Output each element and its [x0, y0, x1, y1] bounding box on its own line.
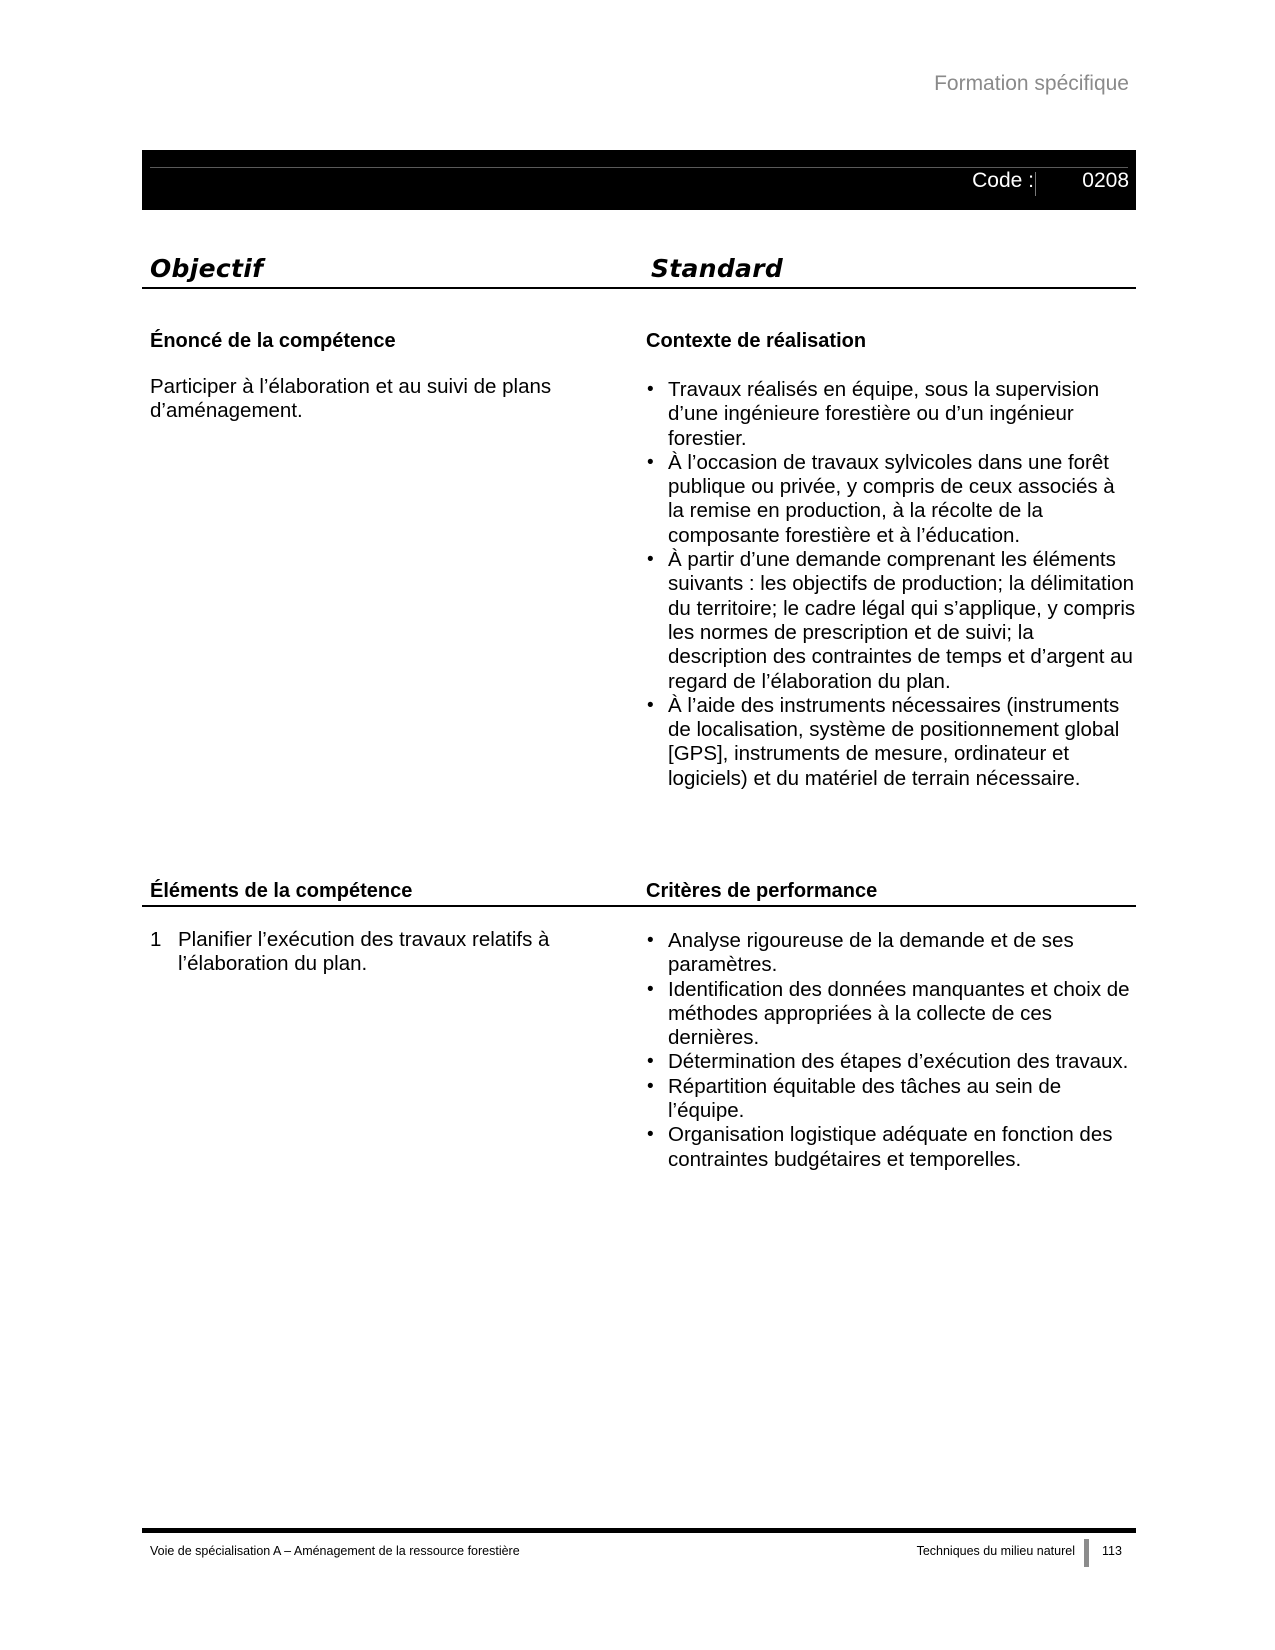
critere-item: • Organisation logistique adéquate en fonction des contraintes budgétaires et temporelles. [646, 1123, 1136, 1172]
footer-title: Techniques du milieu naturel [916, 1544, 1075, 1558]
contexte-item: • À l’aide des instruments nécessaires (instruments de localisation, système de positionnement global [GPS], instruments de mesure, ordinateur et logiciels) et du matériel de terrain nécessaire. [646, 694, 1136, 791]
contexte-item: • À l’occasion de travaux sylvicoles dans une forêt publique ou privée, y compris de ceux associés à la remise en production, à la récolte de la composante forestière et à l’éducation. [646, 451, 1136, 548]
element-item [150, 928, 580, 977]
enonce-text: Participer à l’élaboration et au suivi de plans d’aménagement. [150, 375, 552, 423]
footer-rule [142, 1528, 1136, 1533]
code-value: 0208 [1082, 169, 1129, 192]
elements-heading: Éléments de la compétence [150, 880, 413, 902]
critere-item: • Analyse rigoureuse de la demande et de ses paramètres. [646, 929, 1136, 978]
critere-item: • Identification des données manquantes et choix de méthodes appropriées à la collecte de ces dernières. [646, 978, 1136, 1051]
code-separator [1035, 172, 1036, 196]
code-label: Code : [972, 169, 1034, 192]
footer-separator [1084, 1539, 1089, 1567]
contexte-heading: Contexte de réalisation [646, 330, 867, 352]
code-bar [142, 150, 1136, 210]
element-number: 1 [150, 928, 162, 951]
section-rule [142, 905, 1136, 907]
enonce-heading: Énoncé de la compétence [150, 330, 396, 352]
contexte-item: • Travaux réalisés en équipe, sous la supervision d’une ingénieure forestière ou d’un ingénieur forestier. [646, 378, 1136, 451]
element-text: Planifier l’exécution des travaux relatifs à l’élaboration du plan. [178, 928, 550, 976]
critere-item: • Détermination des étapes d’exécution des travaux. [646, 1050, 1136, 1074]
objectif-heading: Objectif [150, 254, 264, 283]
contexte-item: • À partir d’une demande comprenant les éléments suivants : les objectifs de production; la délimitation du territoire; le cadre légal qui s’applique, y compris les normes de prescription et de suivi; la description des contraintes de temps et d’argent au regard de l’élaboration du plan. [646, 548, 1136, 694]
standard-heading: Standard [651, 254, 784, 283]
criteres-list [646, 929, 1136, 1172]
footer-program: Voie de spécialisation A – Aménagement de la ressource forestière [150, 1544, 520, 1558]
heading-rule [142, 287, 1136, 289]
code-bar-divider [150, 167, 1128, 168]
contexte-list [646, 378, 1136, 791]
criteres-heading: Critères de performance [646, 880, 878, 902]
page-number: 113 [1102, 1544, 1122, 1558]
critere-item: • Répartition équitable des tâches au sein de l’équipe. [646, 1075, 1136, 1124]
running-header: Formation spécifique [934, 72, 1129, 95]
